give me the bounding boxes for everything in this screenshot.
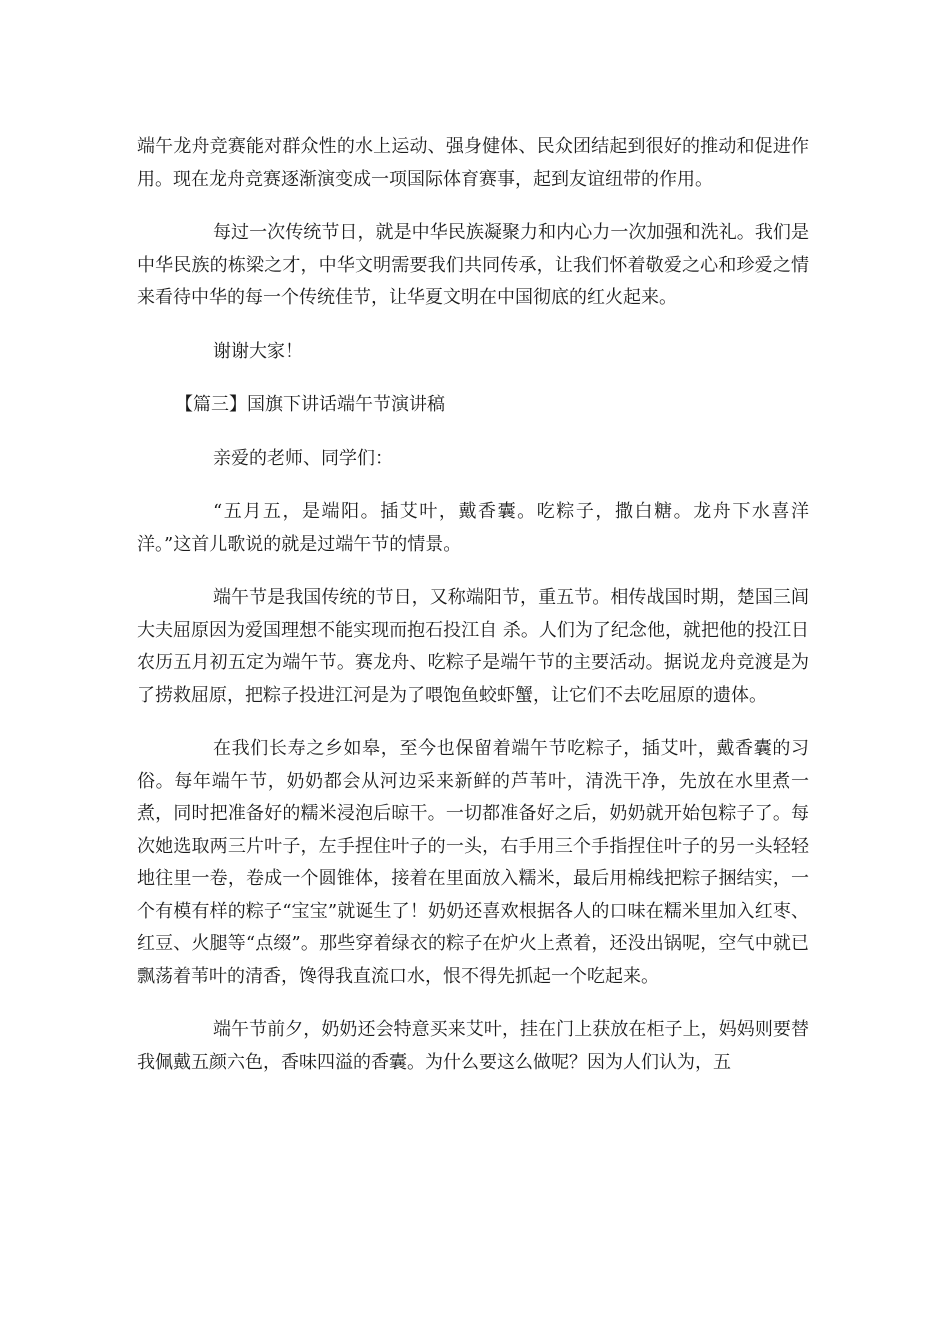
section-heading: 【篇三】国旗下讲话端午节演讲稿 — [175, 394, 445, 415]
paragraph-nursery-rhyme: “五月五，是端阳。插艾叶，戴香囊。吃粽子，撒白糖。龙舟下水喜洋洋。”这首儿歌说的就是过端午节的情景。 — [137, 501, 809, 555]
document-body — [137, 131, 809, 1079]
paragraph-traditional-festival: 每过一次传统节日，就是中华民族凝聚力和内心力一次加强和洗礼。我们是中华民族的栋梁之才，中华文明需要我们共同传承，让我们怀着敬爱之心和珍爱之情来看待中华的每一个传统佳节，让华夏文明在中国彻底的红火起来。 — [137, 222, 809, 308]
paragraph-dragon-boat-race: 端午龙舟竞赛能对群众性的水上运动、强身健体、民众团结起到很好的推动和促进作用。现在龙舟竞赛逐渐演变成一项国际体育赛事，起到友谊纽带的作用。 — [137, 136, 809, 190]
paragraph-thanks: 谢谢大家！ — [213, 340, 303, 362]
paragraph-sachet-custom: 端午节前夕，奶奶还会特意买来艾叶，挂在门上获放在柜子上，妈妈则要替我佩戴五颜六色，香味四溢的香囊。为什么要这么做呢？因为人们认为，五 — [137, 1019, 809, 1073]
paragraph-salutation: 亲爱的老师、同学们： — [213, 447, 393, 469]
paragraph-festival-origin: 端午节是我国传统的节日，又称端阳节，重五节。相传战国时期，楚国三闾大夫屈原因为爱国理想不能实现而抱石投江自 杀。人们为了纪念他，就把他的投江日农历五月初五定为端午节。赛龙舟、吃粽子是端午节的主要活动。据说龙舟竞渡是为了捞救屈原，把粽子投进江河是为了喂饱鱼蛟虾蟹，让它们不去吃屈原的遗体。 — [137, 587, 809, 706]
paragraph-zongzi-custom: 在我们长寿之乡如皋，至今也保留着端午节吃粽子，插艾叶，戴香囊的习俗。每年端午节，奶奶都会从河边采来新鲜的芦苇叶，清洗干净，先放在水里煮一煮，同时把准备好的糯米浸泡后晾干。一切都准备好之后，奶奶就开始包粽子了。每次她选取两三片叶子，左手捏住叶子的一头，右手用三个手指捏住叶子的另一头轻轻地往里一卷，卷成一个圆锥体，接着在里面放入糯米，最后用棉线把粽子捆结实，一个有模有样的粽子“宝宝”就诞生了！奶奶还喜欢根据各人的口味在糯米里加入红枣、红豆、火腿等“点缀”。那些穿着绿衣的粽子在炉火上煮着，还没出锅呢，空气中就已飘荡着苇叶的清香，馋得我直流口水，恨不得先抓起一个吃起来。 — [137, 738, 809, 987]
